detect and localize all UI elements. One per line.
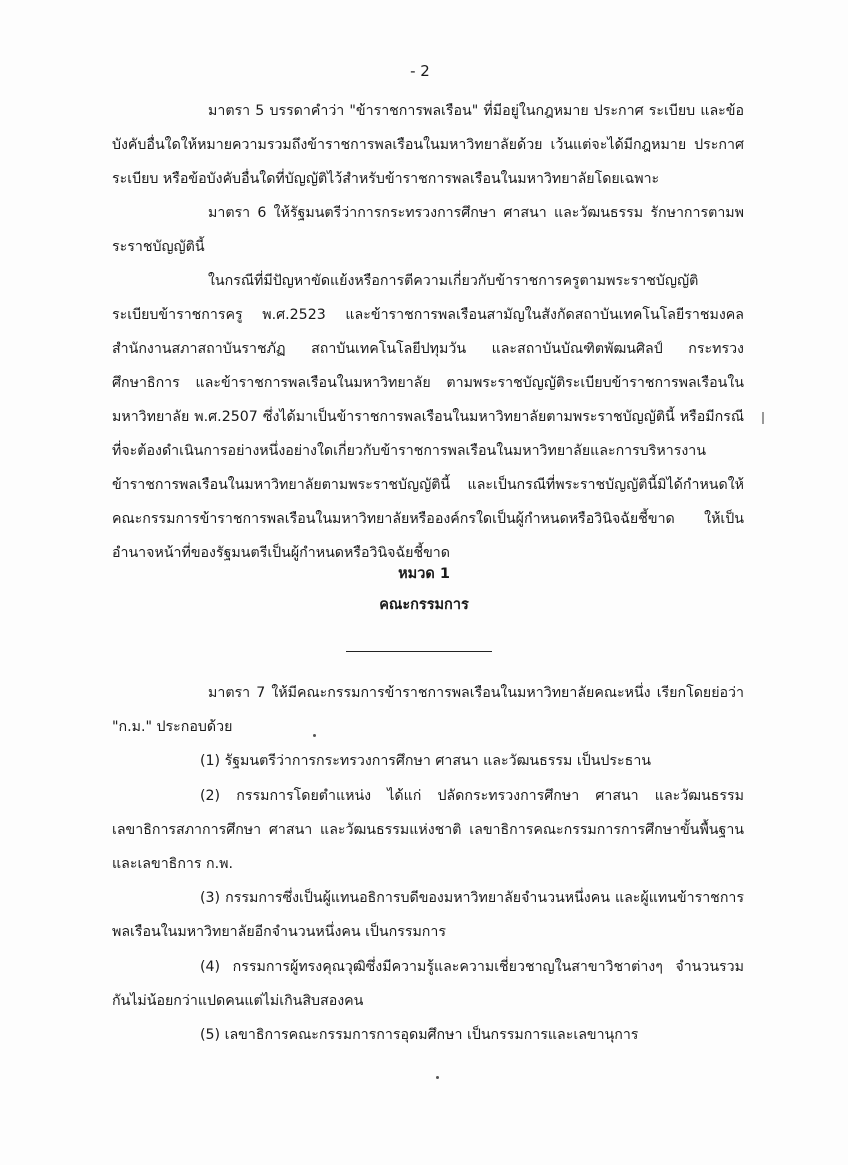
paragraph-section-7: มาตรา 7 ให้มีคณะกรรมการข้าราชการพลเรือนในมหาวิทยาลัยคณะหนึ่ง เรียกโดยย่อว่า "ก.ม." ประกอบด้วย [112,685,744,736]
paragraph-item-5: (5) เลขาธิการคณะกรรมการการอุดมศึกษา เป็นกรรมการและเลขานุการ [200,1027,639,1044]
paragraph-conflict-resolution: ในกรณีที่มีปัญหาขัดแย้งหรือการตีความเกี่ยวกับข้าราชการครูตามพระราชบัญญัติระเบียบข้าราชการครู พ.ศ.2523 และข้าราชการพลเรือนสามัญในสังกัดสถาบันเทคโนโลยีราชมงคล สำนักงานสภาสถาบันราชภัฏ สถาบันเทคโนโลยีปทุมวัน และสถาบันบัณฑิตพัฒนศิลป์ กระทรวงศึกษาธิการ และข้าราชการพลเรือนในมหาวิทยาลัย ตามพระราชบัญญัติระเบียบข้าราชการพลเรือนในมหาวิทยาลัย พ.ศ.2507 ซึ่งได้มาเป็นข้าราชการพลเรือนในมหาวิทยาลัยตามพระราชบัญญัตินี้ หรือมีกรณีที่จะต้องดำเนินการอย่างหนึ่งอย่างใดเกี่ยวกับข้าราชการพลเรือนในมหาวิทยาลัยและการบริหารงานข้าราชการพลเรือนในมหาวิทยาลัยตามพระราชบัญญัตินี้ และเป็นกรณีที่พระราชบัญญัตินี้มิได้กำหนดให้คณะกรรมการข้าราชการพลเรือนในมหาวิทยาลัยหรือองค์กรใดเป็นผู้กำหนดหรือวินิจฉัยชี้ขาด ให้เป็นอำนาจหน้าที่ของรัฐมนตรีเป็นผู้กำหนดหรือวินิจฉัยชี้ขาด [112,273,744,561]
paragraph-item-1: (1) รัฐมนตรีว่าการกระทรวงการศึกษา ศาสนา และวัฒนธรรม เป็นประธาน [200,753,651,770]
chapter-heading: หมวด 1 [398,566,450,582]
paragraph-item-3: (3) กรรมการซึ่งเป็นผู้แทนอธิการบดีของมหาวิทยาลัยจำนวนหนึ่งคน และผู้แทนข้าราชการพลเรือนในมหาวิทยาลัยอีกจำนวนหนึ่งคน เป็นกรรมการ [112,890,744,941]
scan-speck [313,734,316,737]
scan-edge-mark [762,412,764,424]
paragraph-section-5: มาตรา 5 บรรดาคำว่า "ข้าราชการพลเรือน" ที่มีอยู่ในกฎหมาย ประกาศ ระเบียบ และข้อบังคับอื่นใดให้หมายความรวมถึงข้าราชการพลเรือนในมหาวิทยาลัยด้วย เว้นแต่จะได้มีกฎหมาย ประกาศ ระเบียบ หรือข้อบังคับอื่นใดที่บัญญัติไว้สำหรับข้าราชการพลเรือนในมหาวิทยาลัยโดยเฉพาะ [112,103,744,187]
page-number: - 2 [410,62,430,80]
section-2-body [112,676,744,1052]
chapter-title: คณะกรรมการ [379,597,469,613]
section-1-body [112,94,744,570]
paragraph-item-4: (4) กรรมการผู้ทรงคุณวุฒิซึ่งมีความรู้และความเชี่ยวชาญในสาขาวิชาต่างๆ จำนวนรวมกันไม่น้อยกว่าแปดคนแต่ไม่เกินสิบสองคน [112,958,744,1009]
section-divider [346,651,492,652]
scan-speck [436,1076,439,1079]
paragraph-item-2: (2) กรรมการโดยตำแหน่ง ได้แก่ ปลัดกระทรวงการศึกษา ศาสนา และวัฒนธรรม เลขาธิการสภาการศึกษา ศาสนา และวัฒนธรรมแห่งชาติ เลขาธิการคณะกรรมการการศึกษาขั้นพื้นฐาน และเลขาธิการ ก.พ. [112,787,744,873]
paragraph-section-6: มาตรา 6 ให้รัฐมนตรีว่าการกระทรวงการศึกษา ศาสนา และวัฒนธรรม รักษาการตามพระราชบัญญัตินี้ [112,205,744,255]
